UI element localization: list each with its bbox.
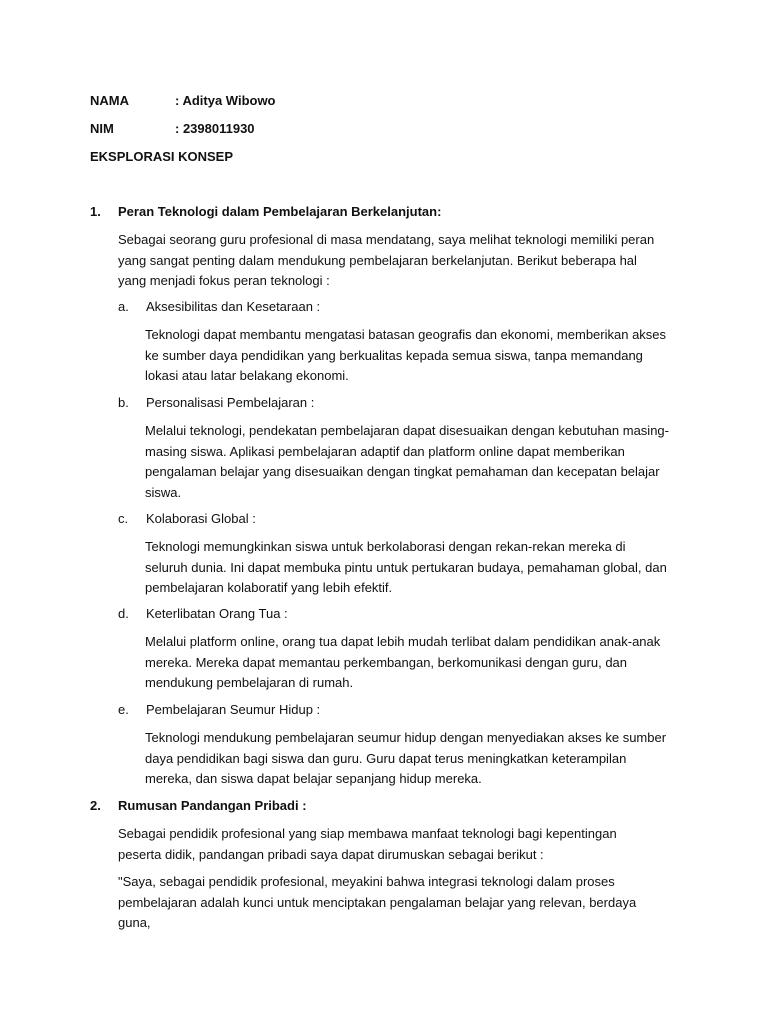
item-d-text: Melalui platform online, orang tua dapat lebih mudah terlibat dalam pendidikan anak-anak mereka. Mereka dapat memantau perkembangan, berkomunikasi dengan guru, dan mendukung pembelajaran di rumah. bbox=[145, 634, 661, 690]
section-1-title bbox=[90, 202, 441, 223]
nim-label: NIM bbox=[90, 121, 114, 136]
section-1-title-text: Peran Teknologi dalam Pembelajaran Berkelanjutan: bbox=[118, 204, 442, 219]
item-d-letter: d. bbox=[118, 606, 129, 621]
section-2-title bbox=[90, 796, 307, 817]
section-2-title-text: Rumusan Pandangan Pribadi : bbox=[118, 798, 307, 813]
item-a-title bbox=[118, 297, 320, 318]
item-b-title bbox=[118, 393, 314, 414]
item-c-letter: c. bbox=[118, 511, 129, 526]
section-2-quote: "Saya, sebagai pendidik profesional, meyakini bahwa integrasi teknologi dalam proses pembelajaran adalah kunci untuk menciptakan pengalaman belajar yang relevan, berdaya guna, bbox=[118, 874, 637, 930]
item-b-title-text: Personalisasi Pembelajaran : bbox=[146, 395, 315, 410]
name-value: : Aditya Wibowo bbox=[175, 93, 276, 108]
item-d-title bbox=[118, 604, 288, 625]
item-a-title-text: Aksesibilitas dan Kesetaraan : bbox=[146, 299, 321, 314]
section-1-intro: Sebagai seorang guru profesional di masa mendatang, saya melihat teknologi memiliki peran yang sangat penting dalam mendukung pembelajaran berkelanjutan. Berikut beberapa hal yang menjadi fokus peran teknologi : bbox=[118, 232, 655, 288]
item-c-title bbox=[118, 509, 256, 530]
nim-value: : 2398011930 bbox=[175, 121, 255, 136]
item-e-title bbox=[118, 700, 320, 721]
item-a-text: Teknologi dapat membantu mengatasi batasan geografis dan ekonomi, memberikan akses ke sumber daya pendidikan yang berkualitas kepada semua siswa, tanpa memandang lokasi atau latar belakang ekonomi. bbox=[145, 327, 667, 383]
name-label: NAMA bbox=[90, 93, 129, 108]
topic-heading: EKSPLORASI KONSEP bbox=[90, 149, 234, 164]
item-c-text: Teknologi memungkinkan siswa untuk berkolaborasi dengan rekan-rekan mereka di seluruh dunia. Ini dapat membuka pintu untuk pertukaran budaya, pemahaman global, dan pembelajaran kolaboratif yang lebih efektif. bbox=[145, 539, 667, 595]
section-1-number: 1. bbox=[90, 204, 101, 219]
item-e-text: Teknologi mendukung pembelajaran seumur hidup dengan menyediakan akses ke sumber daya pendidikan bagi siswa dan guru. Guru dapat terus meningkatkan keterampilan mereka, dan siswa dapat belajar sepanjang hidup mereka. bbox=[145, 730, 667, 786]
section-2-number: 2. bbox=[90, 798, 101, 813]
item-c-title-text: Kolaborasi Global : bbox=[146, 511, 256, 526]
name-row bbox=[90, 91, 276, 112]
item-a-letter: a. bbox=[118, 299, 129, 314]
item-d-title-text: Keterlibatan Orang Tua : bbox=[146, 606, 288, 621]
item-e-letter: e. bbox=[118, 702, 129, 717]
item-b-letter: b. bbox=[118, 395, 129, 410]
section-2-intro: Sebagai pendidik profesional yang siap membawa manfaat teknologi bagi kepentingan peserta didik, pandangan pribadi saya dapat dirumuskan sebagai berikut : bbox=[118, 826, 617, 862]
item-e-title-text: Pembelajaran Seumur Hidup : bbox=[146, 702, 321, 717]
item-b-text: Melalui teknologi, pendekatan pembelajaran dapat disesuaikan dengan kebutuhan masing-masing siswa. Aplikasi pembelajaran adaptif dan platform online dapat memberikan pengalaman belajar yang disesuaikan dengan tingkat pemahaman dan kecepatan belajar siswa. bbox=[145, 423, 669, 500]
nim-row bbox=[90, 119, 255, 140]
